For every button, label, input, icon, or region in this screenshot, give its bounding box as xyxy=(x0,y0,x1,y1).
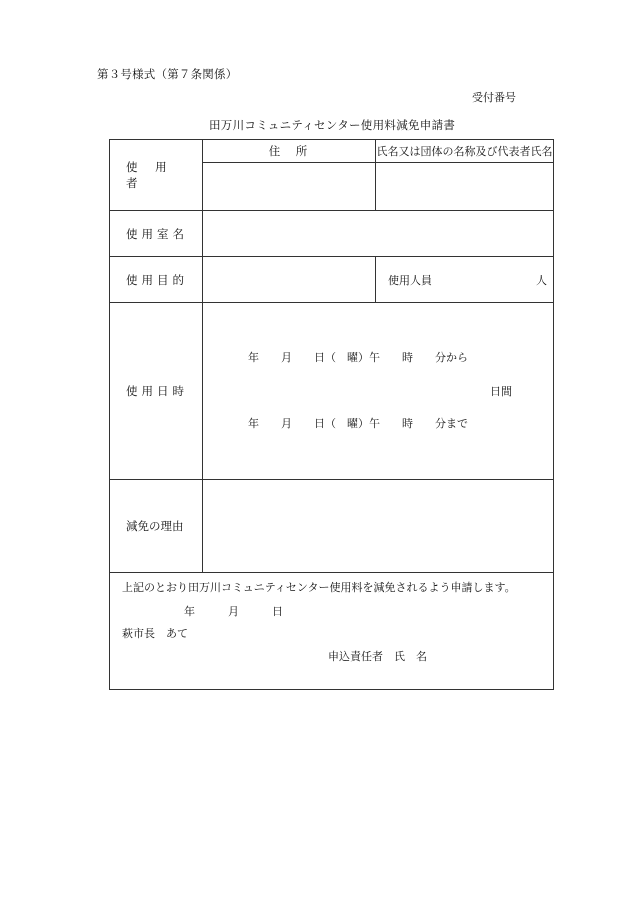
people-label: 使用人員 xyxy=(388,273,432,287)
datetime-label: 使用日時 xyxy=(110,303,203,480)
receipt-number-label: 受付番号 xyxy=(472,91,516,104)
reason-field[interactable] xyxy=(203,480,554,573)
days-label: 日間 xyxy=(490,385,512,398)
form-title: 田万川コミュニティセンター使用料減免申請書 xyxy=(209,118,456,132)
purpose-label: 使用目的 xyxy=(110,257,203,303)
room-field[interactable] xyxy=(203,211,554,257)
name-field[interactable] xyxy=(376,163,554,211)
name-header: 氏名又は団体の名称及び代表者氏名 xyxy=(376,140,554,163)
reason-label: 減免の理由 xyxy=(110,480,203,573)
datetime-field[interactable] xyxy=(203,303,554,480)
declaration-date[interactable]: 年 月 日 xyxy=(184,605,283,618)
people-unit: 人 xyxy=(536,273,547,287)
address-header xyxy=(203,140,376,163)
datetime-end-line: 年 月 日（ 曜）午 時 分まで xyxy=(248,417,468,430)
application-table xyxy=(109,139,554,690)
addressee: 萩市長 あて xyxy=(122,627,188,640)
user-label: 使 用 者 xyxy=(110,140,203,211)
form-number-label: 第３号様式（第７条関係） xyxy=(97,67,238,81)
declaration-block xyxy=(110,573,554,690)
purpose-field[interactable] xyxy=(203,257,376,303)
applicant-name[interactable]: 申込責任者 氏 名 xyxy=(328,650,427,663)
room-label: 使用室名 xyxy=(110,211,203,257)
datetime-start-line: 年 月 日（ 曜）午 時 分から xyxy=(248,351,468,364)
address-header-text: 住 所 xyxy=(268,144,310,158)
address-field[interactable] xyxy=(203,163,376,211)
declaration-statement: 上記のとおり田万川コミュニティセンター使用料を減免されるよう申請します。 xyxy=(122,581,516,594)
people-cell xyxy=(376,257,554,303)
